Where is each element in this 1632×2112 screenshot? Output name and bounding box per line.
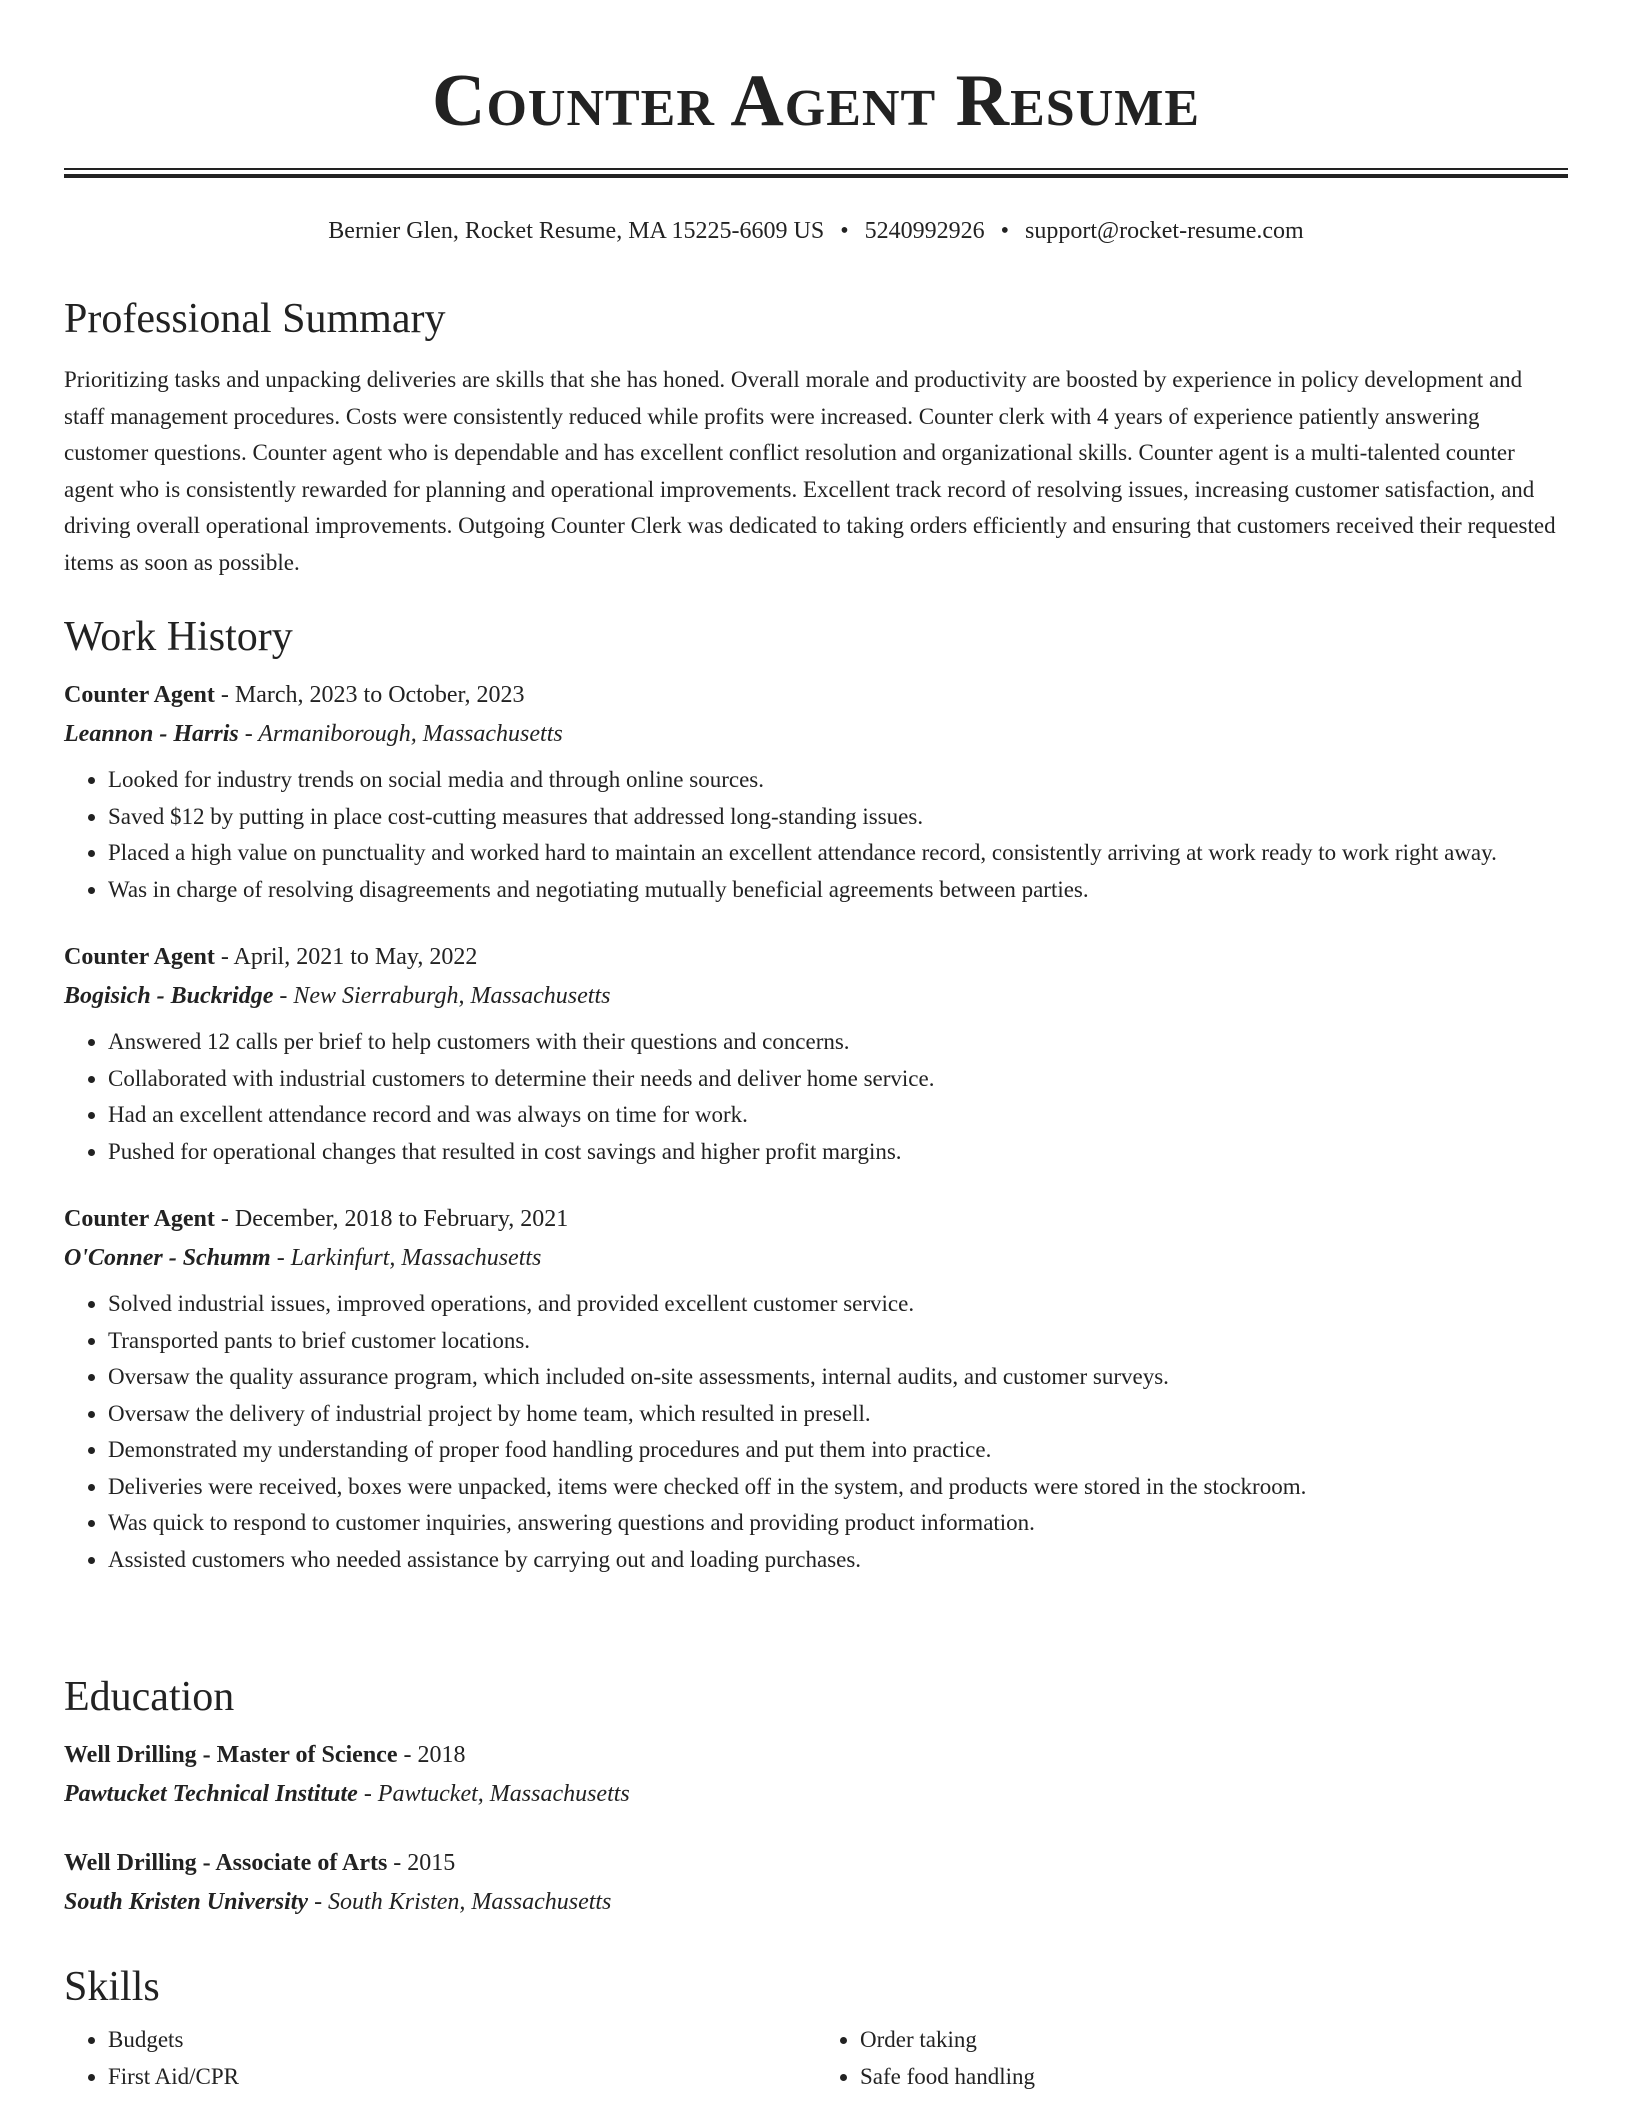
- job-company-line: [64, 1238, 1568, 1278]
- school-location: - South Kristen, Massachusetts: [308, 1889, 612, 1915]
- job-company: O'Conner - Schumm: [64, 1245, 271, 1271]
- job-title-line: [64, 1200, 1568, 1238]
- school-name: South Kristen University: [64, 1889, 309, 1915]
- work-history-section: [64, 612, 1568, 1578]
- job-company: Bogisich - Buckridge: [64, 983, 274, 1009]
- skills-column-left: [64, 2022, 816, 2095]
- list-item: • Placed a high value on punctuality and worked hard to maintain an excellent attendance record, consistently arriving at work ready to work right away.: [108, 835, 1568, 872]
- list-item: • Oversaw the quality assurance program, which included on-site assessments, internal audits, and customer surveys.: [108, 1359, 1568, 1396]
- school-name: Pawtucket Technical Institute: [64, 1781, 358, 1807]
- job-entry: [64, 676, 1568, 908]
- skill-item: • First Aid/CPR: [108, 2059, 816, 2096]
- skill-item: • Safe food handling: [860, 2059, 1568, 2096]
- contact-email: support@rocket-resume.com: [1025, 218, 1304, 244]
- education-entry: [64, 1844, 1568, 1922]
- contact-address: Bernier Glen, Rocket Resume, MA 15225-6609 US: [328, 218, 825, 244]
- contact-separator: •: [1000, 218, 1010, 244]
- job-title: Counter Agent: [64, 944, 215, 970]
- job-bullets: [64, 1024, 1568, 1170]
- list-item: • Had an excellent attendance record and was always on time for work.: [108, 1097, 1568, 1134]
- degree: Well Drilling - Associate of Arts: [64, 1850, 388, 1876]
- job-entry: [64, 938, 1568, 1170]
- school-line: [64, 1774, 1568, 1814]
- list-item: • Deliveries were received, boxes were unpacked, items were checked off in the system, and products were stored in the stockroom.: [108, 1469, 1568, 1506]
- list-item: • Oversaw the delivery of industrial project by home team, which resulted in presell.: [108, 1396, 1568, 1433]
- list-item: • Solved industrial issues, improved operations, and provided excellent customer service.: [108, 1286, 1568, 1323]
- job-entry: [64, 1200, 1568, 1578]
- professional-summary-section: [64, 294, 1568, 581]
- skill-item: • Order taking: [860, 2022, 1568, 2059]
- contact-line: [0, 215, 1632, 247]
- list-item: • Answered 12 calls per brief to help customers with their questions and concerns.: [108, 1024, 1568, 1061]
- skills-grid: [64, 2022, 1568, 2095]
- job-location: - Armaniborough, Massachusetts: [238, 721, 563, 747]
- job-dates: - December, 2018 to February, 2021: [214, 1206, 569, 1232]
- graduation-year: - 2018: [397, 1742, 466, 1768]
- education-section: [64, 1672, 1568, 1922]
- skill-item: • Budgets: [108, 2022, 816, 2059]
- title-divider-thick: [64, 174, 1568, 178]
- job-title: Counter Agent: [64, 1206, 215, 1232]
- school-line: [64, 1882, 1568, 1922]
- job-location: - Larkinfurt, Massachusetts: [270, 1245, 542, 1271]
- list-item: • Was in charge of resolving disagreements and negotiating mutually beneficial agreements between parties.: [108, 872, 1568, 909]
- contact-phone: 5240992926: [864, 218, 985, 244]
- graduation-year: - 2015: [387, 1850, 456, 1876]
- contact-separator: •: [840, 218, 849, 244]
- section-heading: Education: [64, 1674, 235, 1720]
- degree: Well Drilling - Master of Science: [64, 1742, 398, 1768]
- summary-text: Prioritizing tasks and unpacking deliveries are skills that she has honed. Overall morale and productivity are boosted by experience in policy development and staff management procedures. Costs were consistently reduced while profits were increased. Counter clerk with 4 years of experience patiently answering customer questions. Counter agent who is dependable and has excellent conflict resolution and organizational skills. Counter agent is a multi-talented counter agent who is consistently rewarded for planning and operational improvements. Excellent track record of resolving issues, increasing customer satisfaction, and driving overall operational improvements. Outgoing Counter Clerk was dedicated to taking orders efficiently and ensuring that customers received their requested items as soon as possible.: [64, 367, 1556, 575]
- list-item: • Was quick to respond to customer inquiries, answering questions and providing product information.: [108, 1505, 1568, 1542]
- education-entry: [64, 1736, 1568, 1814]
- list-item: • Pushed for operational changes that resulted in cost savings and higher profit margins.: [108, 1134, 1568, 1171]
- list-item: • Demonstrated my understanding of proper food handling procedures and put them into practice.: [108, 1432, 1568, 1469]
- job-bullets: [64, 762, 1568, 908]
- job-title: Counter Agent: [64, 682, 215, 708]
- job-title-line: [64, 676, 1568, 714]
- school-location: - Pawtucket, Massachusetts: [357, 1781, 630, 1807]
- section-heading: Professional Summary: [64, 296, 446, 342]
- section-heading: Work History: [64, 614, 293, 660]
- job-location: - New Sierraburgh, Massachusetts: [273, 983, 611, 1009]
- section-heading: Skills: [64, 1964, 160, 2010]
- degree-line: [64, 1736, 1568, 1774]
- list-item: • Assisted customers who needed assistance by carrying out and loading purchases.: [108, 1542, 1568, 1579]
- list-item: • Saved $12 by putting in place cost-cutting measures that addressed long-standing issues.: [108, 799, 1568, 836]
- job-title-line: [64, 938, 1568, 976]
- skills-column-right: [816, 2022, 1568, 2095]
- degree-line: [64, 1844, 1568, 1882]
- job-bullets: [64, 1286, 1568, 1578]
- job-company: Leannon - Harris: [64, 721, 239, 747]
- list-item: • Looked for industry trends on social media and through online sources.: [108, 762, 1568, 799]
- resume-title: Counter Agent Resume: [432, 60, 1200, 142]
- job-dates: - April, 2021 to May, 2022: [214, 944, 478, 970]
- title-divider-thin: [64, 168, 1568, 170]
- job-dates: - March, 2023 to October, 2023: [214, 682, 525, 708]
- skills-section: [64, 1962, 1568, 2095]
- list-item: • Collaborated with industrial customers to determine their needs and deliver home service.: [108, 1061, 1568, 1098]
- job-company-line: [64, 714, 1568, 754]
- list-item: • Transported pants to brief customer locations.: [108, 1323, 1568, 1360]
- job-company-line: [64, 976, 1568, 1016]
